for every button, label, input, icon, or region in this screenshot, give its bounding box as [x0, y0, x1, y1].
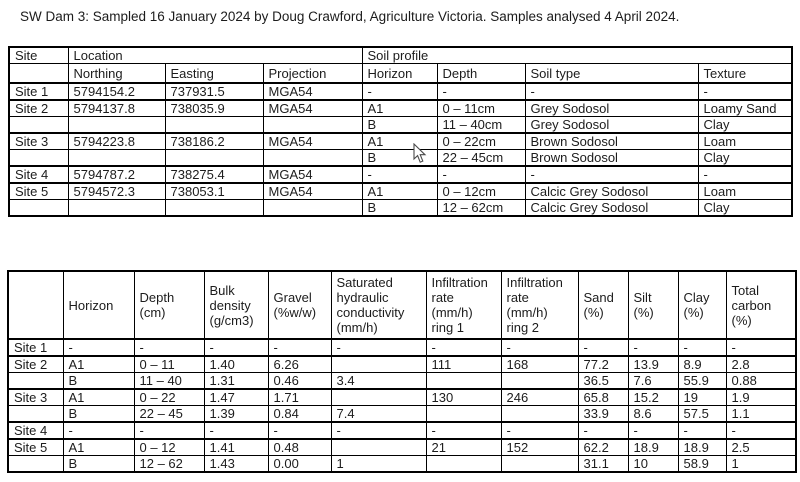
table-cell: 33.9 [578, 406, 628, 423]
column-header-projection: Projection [263, 64, 362, 84]
table-cell: 1.47 [204, 389, 268, 406]
table-cell: 246 [501, 389, 578, 406]
table-cell: 1 [726, 456, 796, 473]
table-cell [331, 389, 426, 406]
table-cell [165, 117, 263, 134]
table-cell: - [726, 339, 796, 356]
table-cell: 0 – 22 [134, 389, 204, 406]
table-cell [8, 406, 63, 423]
table-cell [165, 150, 263, 167]
table-cell: 0 – 12 [134, 439, 204, 456]
table-cell [501, 406, 578, 423]
table-cell [8, 373, 63, 390]
table-cell: - [426, 422, 501, 439]
table-cell: 1.43 [204, 456, 268, 473]
table-cell: 3.4 [331, 373, 426, 390]
table-cell: 12 – 62cm [437, 200, 525, 217]
table-cell: 31.1 [578, 456, 628, 473]
table-cell: Site 4 [8, 422, 63, 439]
table-cell: - [698, 166, 792, 183]
table-cell [8, 456, 63, 473]
table-cell: 1.31 [204, 373, 268, 390]
table-cell [331, 356, 426, 373]
table-cell: 5794154.2 [68, 83, 165, 100]
table-cell: 21 [426, 439, 501, 456]
table-row [9, 117, 792, 134]
table-cell: Site 2 [9, 100, 68, 117]
table-cell: Grey Sodosol [525, 100, 698, 117]
table-cell: 65.8 [578, 389, 628, 406]
table-cell: - [578, 422, 628, 439]
column-header-infiltration-rate-ring2: Infiltration rate (mm/h) ring 2 [501, 271, 578, 339]
table-row [8, 406, 796, 423]
column-header-texture: Texture [698, 64, 792, 84]
table-cell: - [362, 166, 437, 183]
column-header-soil-type: Soil type [525, 64, 698, 84]
table-cell: 2.5 [726, 439, 796, 456]
table-row [8, 339, 796, 356]
table-cell: 15.2 [628, 389, 678, 406]
table-cell: 738275.4 [165, 166, 263, 183]
table-cell: 13.9 [628, 356, 678, 373]
table-cell: Loam [698, 183, 792, 200]
table-cell: 55.9 [678, 373, 726, 390]
table-cell: B [63, 373, 134, 390]
table-cell: MGA54 [263, 133, 362, 150]
table-row [9, 100, 792, 117]
table-cell: B [63, 456, 134, 473]
table-cell: - [628, 422, 678, 439]
table-row [8, 389, 796, 406]
table-cell: MGA54 [263, 183, 362, 200]
table-cell [263, 117, 362, 134]
column-header-site: Site [9, 47, 68, 64]
table-cell: 19 [678, 389, 726, 406]
table-cell: Site 4 [9, 166, 68, 183]
table-cell: A1 [362, 133, 437, 150]
table-cell: Brown Sodosol [525, 150, 698, 167]
table-cell: 152 [501, 439, 578, 456]
table-cell [165, 200, 263, 217]
table-cell: 5794137.8 [68, 100, 165, 117]
table-cell: 62.2 [578, 439, 628, 456]
table-cell: 7.6 [628, 373, 678, 390]
table-cell: - [578, 339, 628, 356]
table-cell: A1 [63, 356, 134, 373]
table-cell: 1.41 [204, 439, 268, 456]
column-header-gravel: Gravel (%w/w) [268, 271, 331, 339]
table-cell: MGA54 [263, 83, 362, 100]
column-header-clay: Clay (%) [678, 271, 726, 339]
table-row [9, 183, 792, 200]
table-cell: - [63, 422, 134, 439]
table-cell: 1.1 [726, 406, 796, 423]
table-cell: 10 [628, 456, 678, 473]
column-header-infiltration-rate-ring1: Infiltration rate (mm/h) ring 1 [426, 271, 501, 339]
location-table-sub-header-row [9, 64, 792, 84]
table-cell: 1.9 [726, 389, 796, 406]
table-cell: - [698, 83, 792, 100]
table-cell: A1 [63, 439, 134, 456]
table-cell: Calcic Grey Sodosol [525, 200, 698, 217]
table-cell: 5794223.8 [68, 133, 165, 150]
table-cell: B [362, 117, 437, 134]
table-cell: - [437, 166, 525, 183]
column-header-horizon: Horizon [63, 271, 134, 339]
table-cell [426, 456, 501, 473]
table-row [9, 166, 792, 183]
table-cell: - [331, 422, 426, 439]
table-cell [9, 150, 68, 167]
table-cell: 77.2 [578, 356, 628, 373]
table-row [9, 150, 792, 167]
table-cell: - [134, 339, 204, 356]
table-cell [263, 200, 362, 217]
table-cell: Clay [698, 150, 792, 167]
table-cell: 168 [501, 356, 578, 373]
table-cell: 738186.2 [165, 133, 263, 150]
table-cell: 0.88 [726, 373, 796, 390]
table-cell: 0 – 11 [134, 356, 204, 373]
table-cell: B [63, 406, 134, 423]
table-cell: 12 – 62 [134, 456, 204, 473]
table-cell: Site 3 [9, 133, 68, 150]
column-header-easting: Easting [165, 64, 263, 84]
soil-measurements-table [7, 270, 797, 473]
table-row [8, 422, 796, 439]
table-cell: - [362, 83, 437, 100]
table-cell: Site 2 [8, 356, 63, 373]
location-table-group-header-row [9, 47, 792, 64]
table-cell: Site 5 [8, 439, 63, 456]
table-cell: 6.26 [268, 356, 331, 373]
table-cell: Site 1 [8, 339, 63, 356]
table-cell: 1.40 [204, 356, 268, 373]
column-header-depth-cm: Depth (cm) [134, 271, 204, 339]
table-cell: 130 [426, 389, 501, 406]
table-cell: Clay [698, 200, 792, 217]
table-cell: - [437, 83, 525, 100]
table-cell: Site 3 [8, 389, 63, 406]
table-cell: 738035.9 [165, 100, 263, 117]
table-cell: 0.00 [268, 456, 331, 473]
table-cell: 737931.5 [165, 83, 263, 100]
table-row [8, 356, 796, 373]
table-cell: - [268, 422, 331, 439]
table-cell: 5794572.3 [68, 183, 165, 200]
table-cell: 111 [426, 356, 501, 373]
table-cell: 0.48 [268, 439, 331, 456]
table-cell: Grey Sodosol [525, 117, 698, 134]
table-cell: - [204, 339, 268, 356]
table-cell [9, 117, 68, 134]
table-cell: 1.39 [204, 406, 268, 423]
table-cell: Site 5 [9, 183, 68, 200]
table-cell: Clay [698, 117, 792, 134]
table-cell: - [628, 339, 678, 356]
table-cell: - [501, 339, 578, 356]
table-cell: - [525, 83, 698, 100]
table-cell [263, 150, 362, 167]
table-cell: 0 – 11cm [437, 100, 525, 117]
table-row [9, 200, 792, 217]
table-cell: Calcic Grey Sodosol [525, 183, 698, 200]
table-cell: 1 [331, 456, 426, 473]
table-cell: 58.9 [678, 456, 726, 473]
table-cell [331, 439, 426, 456]
table-cell: 2.8 [726, 356, 796, 373]
table-cell: 8.6 [628, 406, 678, 423]
table-cell: 22 – 45cm [437, 150, 525, 167]
table-cell: 8.9 [678, 356, 726, 373]
table-cell: 11 – 40 [134, 373, 204, 390]
column-header-northing: Northing [68, 64, 165, 84]
table-cell [501, 456, 578, 473]
table-row [8, 439, 796, 456]
table-cell: - [525, 166, 698, 183]
table-cell [426, 406, 501, 423]
document-title: SW Dam 3: Sampled 16 January 2024 by Doug Crawford, Agriculture Victoria. Samples analysed 4 April 2024. [20, 9, 680, 24]
table-cell [68, 150, 165, 167]
table-cell [501, 373, 578, 390]
table-row [8, 456, 796, 473]
table-cell: - [678, 339, 726, 356]
table-cell: 22 – 45 [134, 406, 204, 423]
table-cell: 5794787.2 [68, 166, 165, 183]
table-row [8, 373, 796, 390]
table-row [9, 83, 792, 100]
table-cell [9, 200, 68, 217]
column-header-blank [8, 271, 63, 339]
table-cell: - [726, 422, 796, 439]
table-cell: - [204, 422, 268, 439]
table-cell: - [134, 422, 204, 439]
table-cell: Loam [698, 133, 792, 150]
table-cell: 738053.1 [165, 183, 263, 200]
column-header-horizon: Horizon [362, 64, 437, 84]
table-cell: 0 – 22cm [437, 133, 525, 150]
column-header-total-carbon: Total carbon (%) [726, 271, 796, 339]
column-header-sand: Sand (%) [578, 271, 628, 339]
table-cell: A1 [63, 389, 134, 406]
table-cell: MGA54 [263, 166, 362, 183]
column-header-bulk-density: Bulk density (g/cm3) [204, 271, 268, 339]
measurements-table-header-row [8, 271, 796, 339]
table-cell: 18.9 [628, 439, 678, 456]
table-cell: 0.46 [268, 373, 331, 390]
table-cell: Site 1 [9, 83, 68, 100]
table-cell: A1 [362, 183, 437, 200]
column-header-depth: Depth [437, 64, 525, 84]
table-cell: - [268, 339, 331, 356]
table-cell: 7.4 [331, 406, 426, 423]
table-cell: Loamy Sand [698, 100, 792, 117]
table-cell: B [362, 200, 437, 217]
table-cell: 1.71 [268, 389, 331, 406]
table-cell [68, 200, 165, 217]
table-cell: 0.84 [268, 406, 331, 423]
table-cell: 11 – 40cm [437, 117, 525, 134]
table-cell: 0 – 12cm [437, 183, 525, 200]
column-header-saturated-hydraulic-conductivity: Saturated hydraulic conductivity (mm/h) [331, 271, 426, 339]
table-cell: B [362, 150, 437, 167]
table-cell [426, 373, 501, 390]
table-cell: A1 [362, 100, 437, 117]
table-cell: - [63, 339, 134, 356]
column-header-soil-profile: Soil profile [362, 47, 792, 64]
table-cell: 18.9 [678, 439, 726, 456]
location-soil-profile-table [8, 46, 793, 217]
table-cell [68, 117, 165, 134]
column-header-location: Location [68, 47, 362, 64]
table-cell: - [331, 339, 426, 356]
table-row [9, 133, 792, 150]
table-cell: 57.5 [678, 406, 726, 423]
column-header-blank [9, 64, 68, 84]
table-cell: - [678, 422, 726, 439]
table-cell: - [426, 339, 501, 356]
table-cell: MGA54 [263, 100, 362, 117]
column-header-silt: Silt (%) [628, 271, 678, 339]
table-cell: - [501, 422, 578, 439]
table-cell: Brown Sodosol [525, 133, 698, 150]
table-cell: 36.5 [578, 373, 628, 390]
